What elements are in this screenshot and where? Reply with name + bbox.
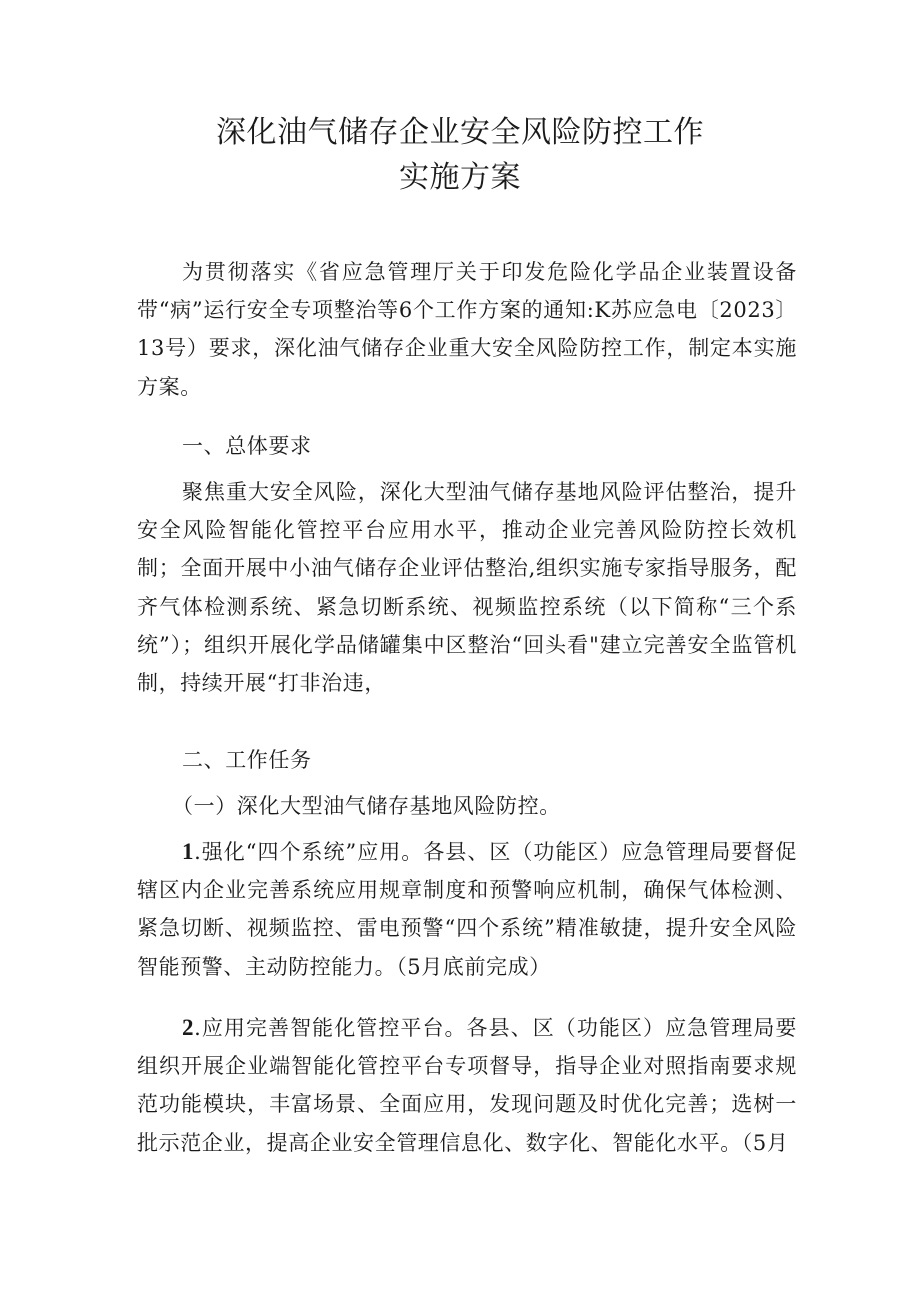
task2-paragraph (137, 1009, 797, 1162)
task1-number: 1 (182, 839, 195, 864)
task2-number: 2 (182, 1015, 195, 1040)
section1-body: 聚焦重大安全风险，深化大型油气储存基地风险评估整治，提升安全风险智能化管控平台应用水平，推动企业完善风险防控长效机制；全面开展中小油气储存企业评估整治,组织实施专家指导服务，配齐气体检测系统、紧急切断系统、视频监控系统（以下简称“三个系统”）；组织开展化学品储罐集中区整治“回头看"建立完善安全监管机制，持续开展“打非治违， (137, 480, 797, 696)
task1-paragraph (137, 833, 797, 986)
task2-text: .应用完善智能化管控平台。各县、区（功能区）应急管理局要组织开展企业端智能化管控平台专项督导，指导企业对照指南要求规范功能模块，丰富场景、全面应用，发现问题及时优化完善；选树一批示范企业，提高企业安全管理信息化、数字化、智能化水平。（5月 (137, 1016, 797, 1155)
section1-heading: 一、总体要求 (182, 434, 312, 458)
document-title-line2: 实施方案 (399, 160, 521, 195)
section2-heading: 二、工作任务 (182, 748, 312, 772)
document-title-line1: 深化油气储存企业安全风险防控工作 (216, 115, 704, 150)
intro-paragraph: 为贯彻落实《省应急管理厅关于印发危险化学品企业装置设备带“病”运行安全专项整治等6个工作方案的通知:K苏应急电〔2023〕13号）要求，深化油气储存企业重大安全风险防控工作，制定本实施方案。 (137, 260, 797, 399)
task1-text: .强化“四个系统”应用。各县、区（功能区）应急管理局要督促辖区内企业完善系统应用规章制度和预警响应机制，确保气体检测、紧急切断、视频监控、雷电预警“四个系统”精准敏捷，提升安全风险智能预警、主动防控能力。（5月底前完成） (137, 840, 797, 979)
subsection1-heading: （一）深化大型油气储存基地风险防控。 (172, 794, 561, 818)
